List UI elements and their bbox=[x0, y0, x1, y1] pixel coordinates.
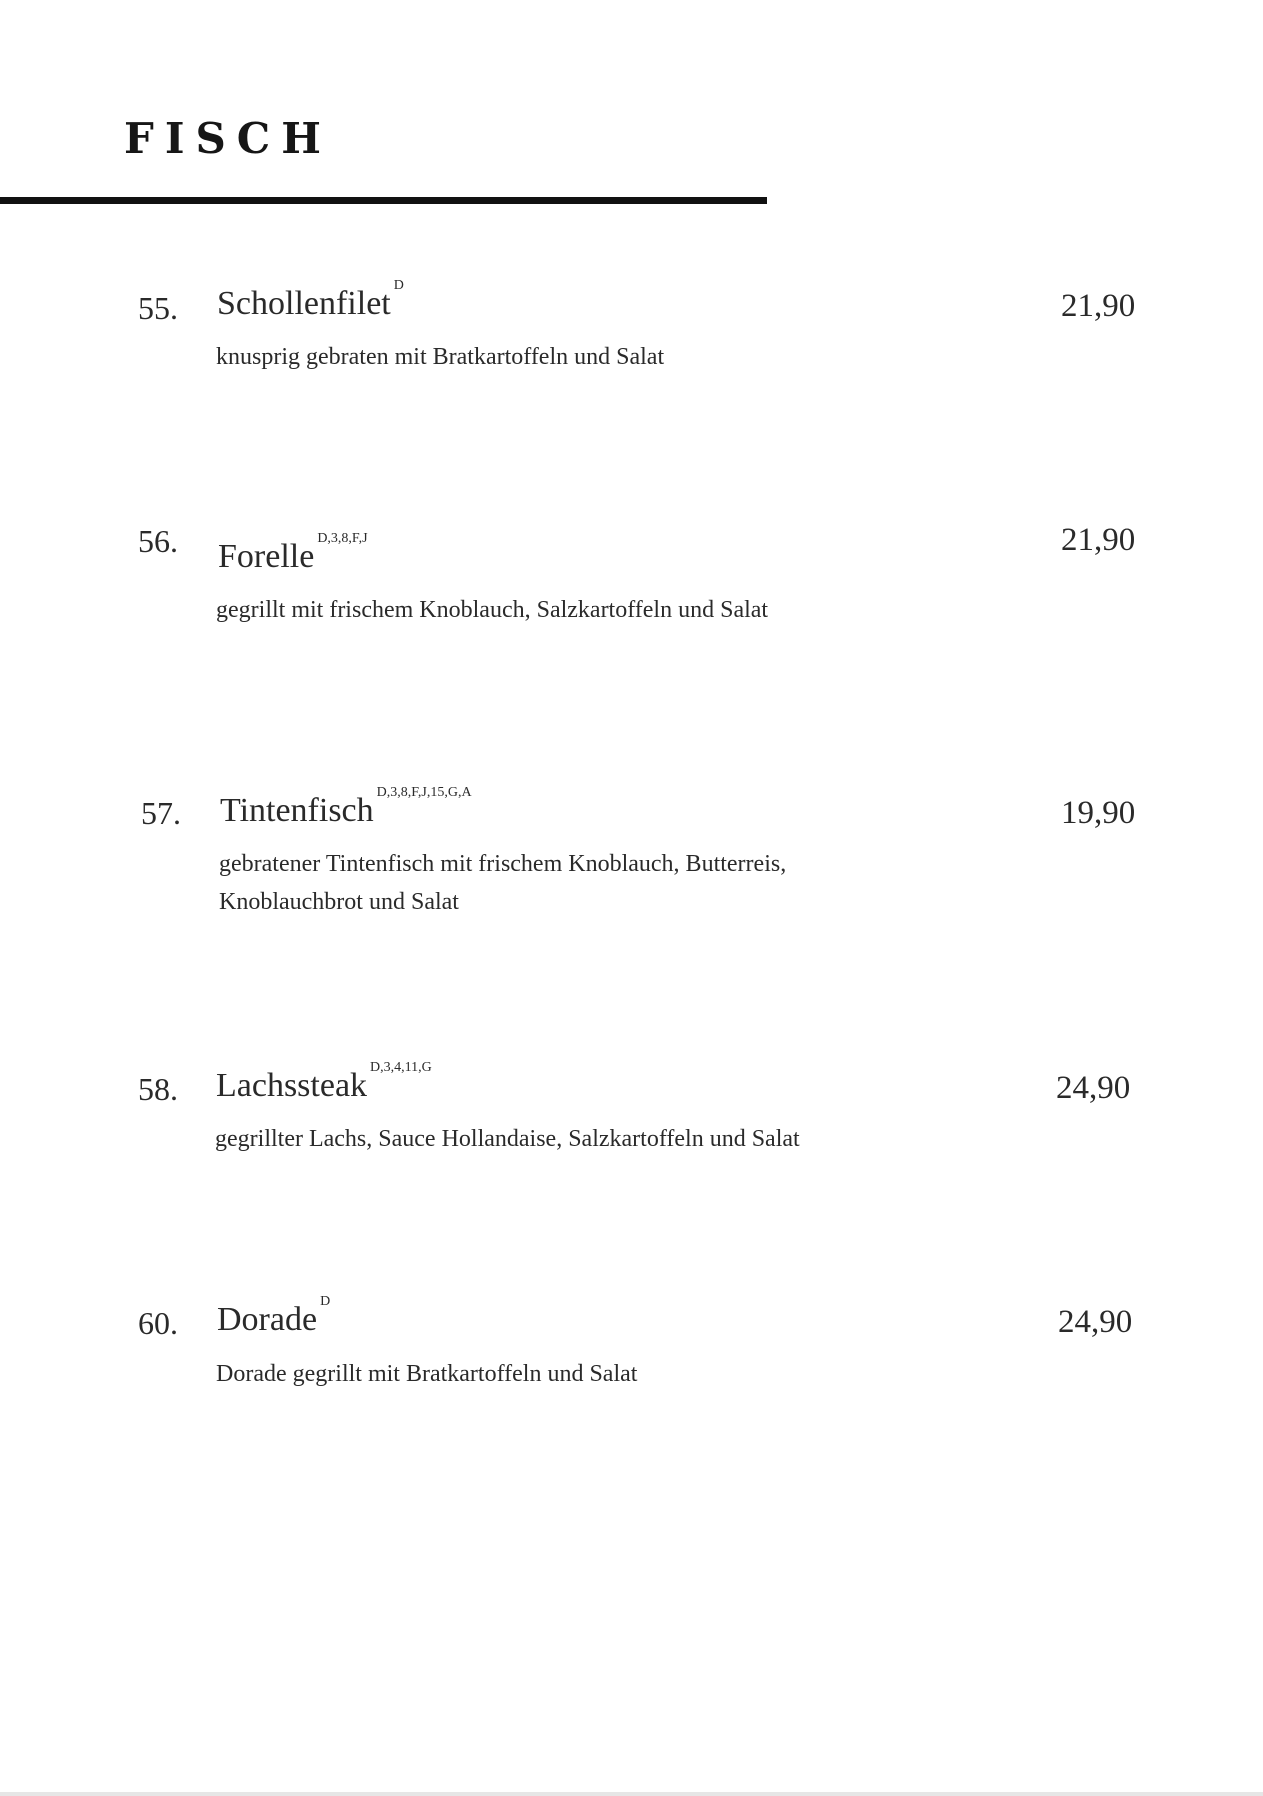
item-price: 24,90 bbox=[1056, 1070, 1131, 1106]
item-number: 57. bbox=[141, 795, 181, 831]
item-name bbox=[216, 1060, 432, 1104]
item-description-line: Knoblauchbrot und Salat bbox=[219, 889, 459, 915]
item-name-text: Tintenfisch bbox=[220, 792, 374, 829]
page-bottom-edge bbox=[0, 1792, 1263, 1796]
item-description bbox=[216, 338, 936, 376]
item-number: 56. bbox=[138, 523, 178, 559]
item-name-text: Lachssteak bbox=[216, 1067, 368, 1104]
allergen-codes: D,3,8,F,J,15,G,A bbox=[376, 785, 472, 800]
item-number: 60. bbox=[138, 1305, 178, 1341]
allergen-codes: D,3,8,F,J bbox=[317, 531, 368, 546]
page-title: FISCH bbox=[124, 114, 332, 163]
item-number: 55. bbox=[138, 290, 178, 326]
item-description bbox=[216, 1355, 936, 1393]
item-description-line: gebratener Tintenfisch mit frischem Knoblauch, Butterreis, bbox=[219, 851, 787, 877]
item-name bbox=[217, 278, 404, 322]
allergen-codes: D bbox=[393, 278, 404, 293]
item-name-text: Forelle bbox=[218, 538, 315, 575]
allergen-codes: D,3,4,11,G bbox=[370, 1060, 432, 1075]
item-name-text: Dorade bbox=[217, 1301, 318, 1338]
allergen-codes: D bbox=[320, 1294, 331, 1309]
item-name bbox=[217, 1294, 331, 1338]
item-description bbox=[219, 845, 939, 921]
item-name-text: Schollenfilet bbox=[217, 285, 391, 322]
item-description-line: gegrillter Lachs, Sauce Hollandaise, Salzkartoffeln und Salat bbox=[215, 1126, 800, 1152]
item-price: 21,90 bbox=[1061, 288, 1136, 324]
item-name bbox=[220, 785, 472, 829]
item-number: 58. bbox=[138, 1071, 178, 1107]
item-description-line: knusprig gebraten mit Bratkartoffeln und Salat bbox=[216, 344, 665, 370]
item-description bbox=[215, 1120, 935, 1158]
title-divider bbox=[0, 197, 767, 204]
item-description-line: gegrillt mit frischem Knoblauch, Salzkartoffeln und Salat bbox=[216, 597, 769, 623]
item-price: 21,90 bbox=[1061, 522, 1136, 558]
item-description bbox=[216, 591, 936, 629]
item-price: 24,90 bbox=[1058, 1304, 1133, 1340]
item-price: 19,90 bbox=[1061, 795, 1136, 831]
item-name bbox=[218, 531, 368, 575]
item-description-line: Dorade gegrillt mit Bratkartoffeln und Salat bbox=[216, 1361, 638, 1387]
